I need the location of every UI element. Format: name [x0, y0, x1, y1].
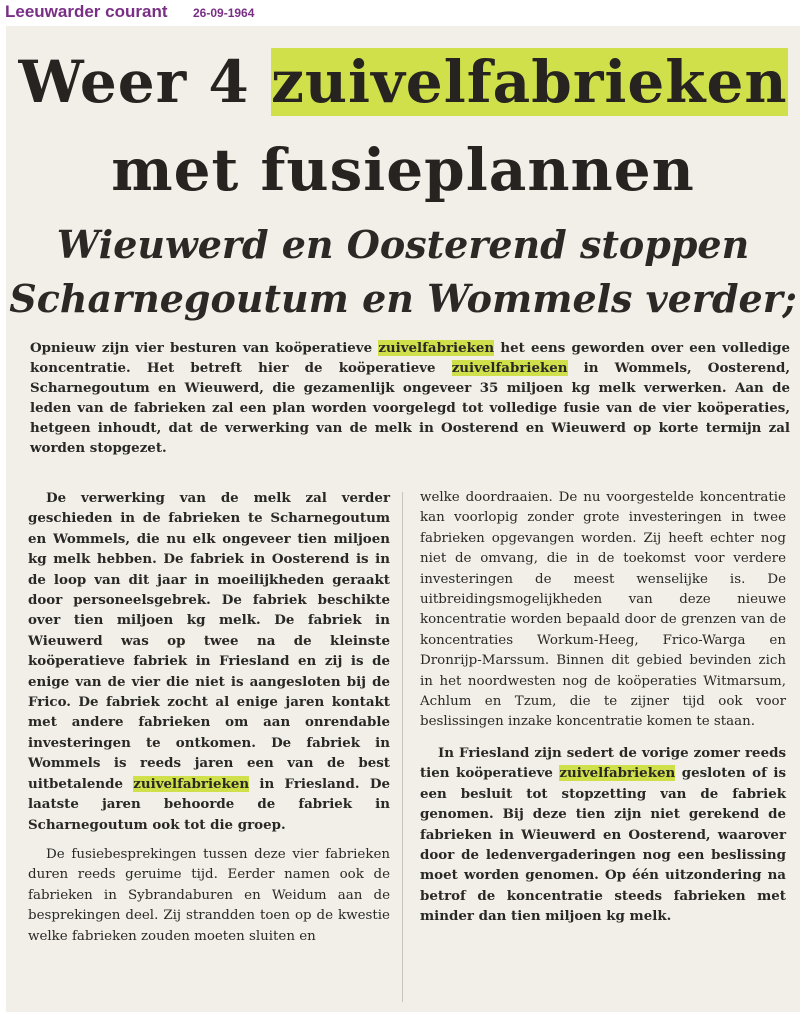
subheadline-line-1: Wieuwerd en Oosterend stoppen — [56, 222, 750, 267]
publication-date: 26-09-1964 — [193, 6, 255, 20]
search-highlight: zuivelfabrieken — [451, 360, 568, 376]
headline-line-2: met fusieplannen — [111, 136, 695, 204]
left-column — [28, 488, 390, 957]
left-paragraph-1 — [28, 488, 390, 835]
intro-text: het eens geworden over een volledige koncentratie. Het betreft hier de koöperatieve — [30, 340, 790, 376]
headline-line-1 — [6, 48, 800, 116]
body-text: in Friesland. De laatste jaren behoorde de fabriek in Scharnegoutum ook tot die groep. — [28, 775, 391, 833]
right-paragraph-2 — [420, 743, 786, 927]
headline-line-1-text: Weer 4 — [18, 48, 271, 116]
column-divider — [402, 492, 403, 1002]
newspaper-clipping — [6, 26, 800, 1012]
search-highlight: zuivelfabrieken — [133, 775, 250, 792]
body-text: De verwerking van de melk zal verder geschieden in de fabrieken te Scharnegoutum en Wommels, die nu elk ongeveer tien miljoen kg melk hebben. De fabriek in Oosterend is in de loop van dit jaar in moeilijkheden geraakt door personeelsgebrek. De fabriek beschikte over tien miljoen kg melk. De fabriek in Wieuwerd was op twee na de kleinste koöperatieve fabriek in Friesland en zij is de enige van de vier die niet is aangesloten bij de Frico. De fabriek zocht al enige jaren kontakt met andere fabrieken om aan onrendable investeringen te ontkomen. De fabriek in Wommels is reeds jaren een van de best uitbetalende — [28, 490, 390, 792]
intro-text: in Wommels, Oosterend, Scharnegoutum en Wieuwerd, die gezamenlijk ongeveer 35 miljoen kg melk verwerken. Aan de leden van de fabrieken zal een plan worden voorgelegd tot volledige fusie van de vier koöperaties, hetgeen inhoudt, dat de verwerking van de melk in Oosterend en Wieuwerd op korte termijn zal worden stopgezet. — [30, 360, 790, 456]
left-paragraph-2: De fusiebesprekingen tussen deze vier fabrieken duren reeds geruime tijd. Eerder namen ook de fabrieken in Sybrandaburen en Weidum aan de besprekingen deel. Zij strandden toen op de kwestie welke fabrieken zouden moeten sluiten en — [28, 846, 390, 944]
search-highlight: zuivelfabrieken — [270, 48, 788, 116]
right-column — [420, 488, 786, 937]
body-text: gesloten of is een besluit tot stopzetting van de fabriek genomen. Bij deze tien zijn niet gerekend de fabrieken in Wieuwerd en Oosterend, waarover door de ledenvergaderingen nog een beslissing moet worden genomen. Op één uitzondering na betrof de koncentratie steeds fabrieken met minder dan tien miljoen kg melk. — [420, 765, 786, 925]
right-paragraph-1: welke doordraaien. De nu voorgestelde koncentratie kan voorlopig zonder grote investeringen in twee fabrieken opgevangen worden. Zij heeft echter nog niet de omvang, die in de toekomst voor verdere investeringen de meest wenselijke is. De uitbreidingsmogelijkheden van deze nieuwe koncentratie worden bepaald door de grenzen van de koncentraties Workum-Heeg, Frico-Warga en Dronrijp-Marssum. Binnen dit gebied bevinden zich in het noordwesten nog de koöperaties Witmarsum, Achlum en Tzum, die te zijner tijd ook voor beslissingen inzake koncentratie komen te staan. — [420, 490, 786, 730]
intro-paragraph — [30, 338, 790, 458]
subheadline-line-2: Scharnegoutum en Wommels verder; — [9, 276, 797, 321]
search-highlight: zuivelfabrieken — [559, 765, 676, 782]
newspaper-title: Leeuwarder courant — [5, 2, 168, 21]
search-highlight: zuivelfabrieken — [378, 340, 495, 356]
intro-text: Opnieuw zijn vier besturen van koöperatieve — [30, 340, 379, 356]
source-bar — [0, 0, 800, 26]
body-text: In Friesland zijn sedert de vorige zomer reeds tien koöperatieve — [420, 744, 786, 782]
